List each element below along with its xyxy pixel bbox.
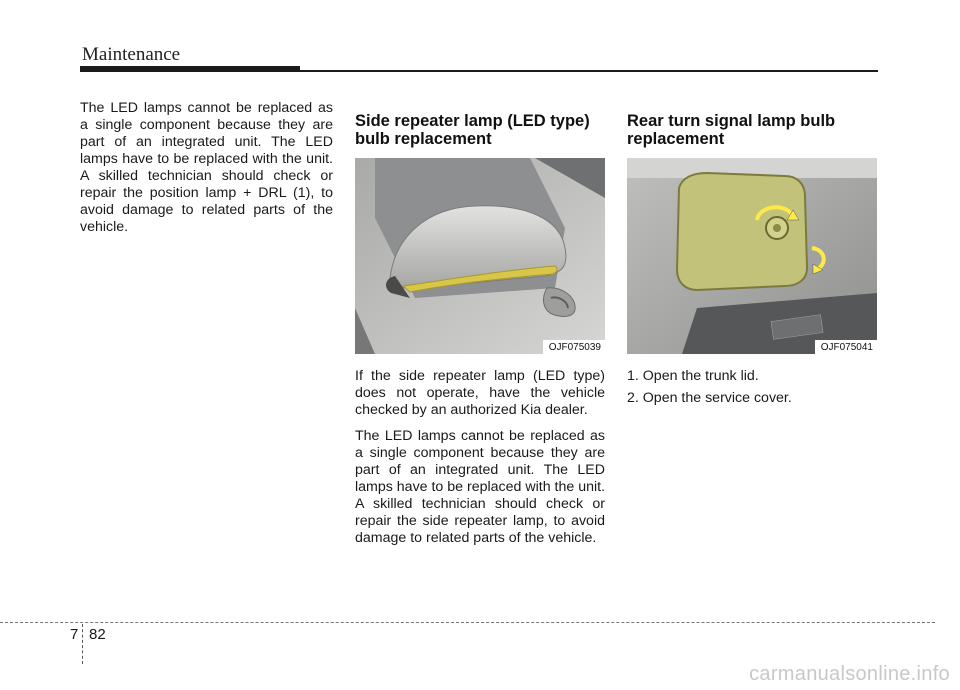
figure-label: OJF075039 [543,340,605,354]
page-number-separator [82,624,84,664]
chapter-number: 7 [70,626,79,643]
step-item: 1. Open the trunk lid. [627,368,759,384]
side-mirror-figure [355,158,605,354]
figure-label: OJF075041 [815,340,877,354]
side-repeater-heading: Side repeater lamp (LED type) bulb replacement [355,112,590,148]
side-repeater-paragraph-2: The LED lamps cannot be replaced as a single component because they are part of an integrated unit. The LED lamps have to be replaced with the unit. A skilled technician should check or repair the side repeater lamp, to avoid damage to related parts of the vehicle. [355,428,606,546]
step-item: 2. Open the service cover. [627,390,792,406]
column-right [627,100,878,412]
step-list [627,368,878,407]
side-mirror-illustration [355,158,605,354]
led-paragraph: The LED lamps cannot be replaced as a single component because they are part of an integrated unit. The LED lamps have to be replaced with the unit. A skilled technician should check or repair the position lamp + DRL (1), to avoid damage to related parts of the vehicle. [80,100,333,235]
watermark: carmanualsonline.info [749,663,950,685]
page-number: 82 [89,626,106,643]
service-cover-illustration [627,158,877,354]
rear-turn-signal-heading: Rear turn signal lamp bulb replacement [627,112,836,148]
header-rule-thin [300,70,878,72]
header-rule-thick [80,66,300,72]
side-repeater-paragraph-1: If the side repeater lamp (LED type) does not operate, have the vehicle checked by an authorized Kia dealer. [355,368,605,418]
column-middle [355,100,605,556]
service-cover-figure [627,158,877,354]
column-left [80,100,333,245]
page-header-title: Maintenance [82,44,181,65]
footer-dashed-rule [0,622,935,623]
